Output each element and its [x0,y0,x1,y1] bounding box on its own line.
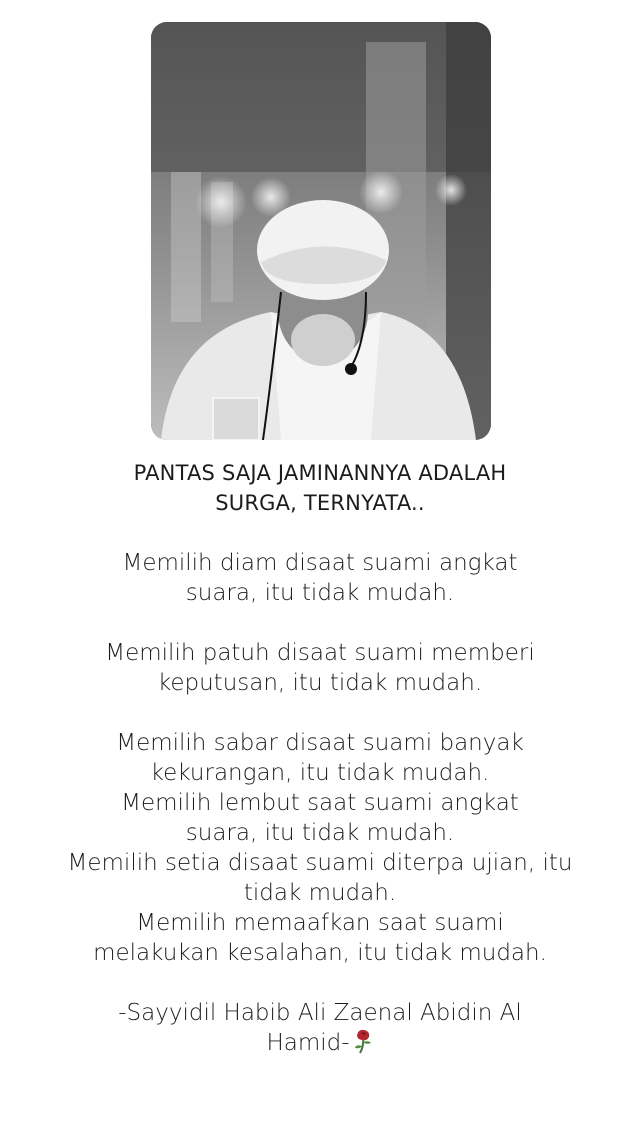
paragraph-2: Memilih patuh disaat suami memberi keputusan, itu tidak mudah. [105,640,535,696]
signature-line [90,998,550,1062]
paragraph-5: Memilih setia disaat suami diterpa ujian, itu tidak mudah. [67,850,573,906]
wilted-rose-icon [352,1028,374,1062]
signature-text: -Sayyidil Habib Ali Zaenal Abidin Al Hamid- [118,1000,522,1056]
paragraph-6: Memilih memaafkan saat suami melakukan kesalahan, itu tidak mudah. [93,910,547,966]
portrait-photo [151,22,491,440]
quote-text-block [40,458,600,1062]
headline: PANTAS SAJA JAMINANNYA ADALAH SURGA, TERNYATA.. [133,461,507,515]
paragraph-3: Memilih sabar disaat suami banyak kekurangan, itu tidak mudah. [116,730,524,786]
paragraph-4: Memilih lembut saat suami angkat suara, itu tidak mudah. [121,790,519,846]
paragraph-1: Memilih diam disaat suami angkat suara, itu tidak mudah. [122,550,518,606]
